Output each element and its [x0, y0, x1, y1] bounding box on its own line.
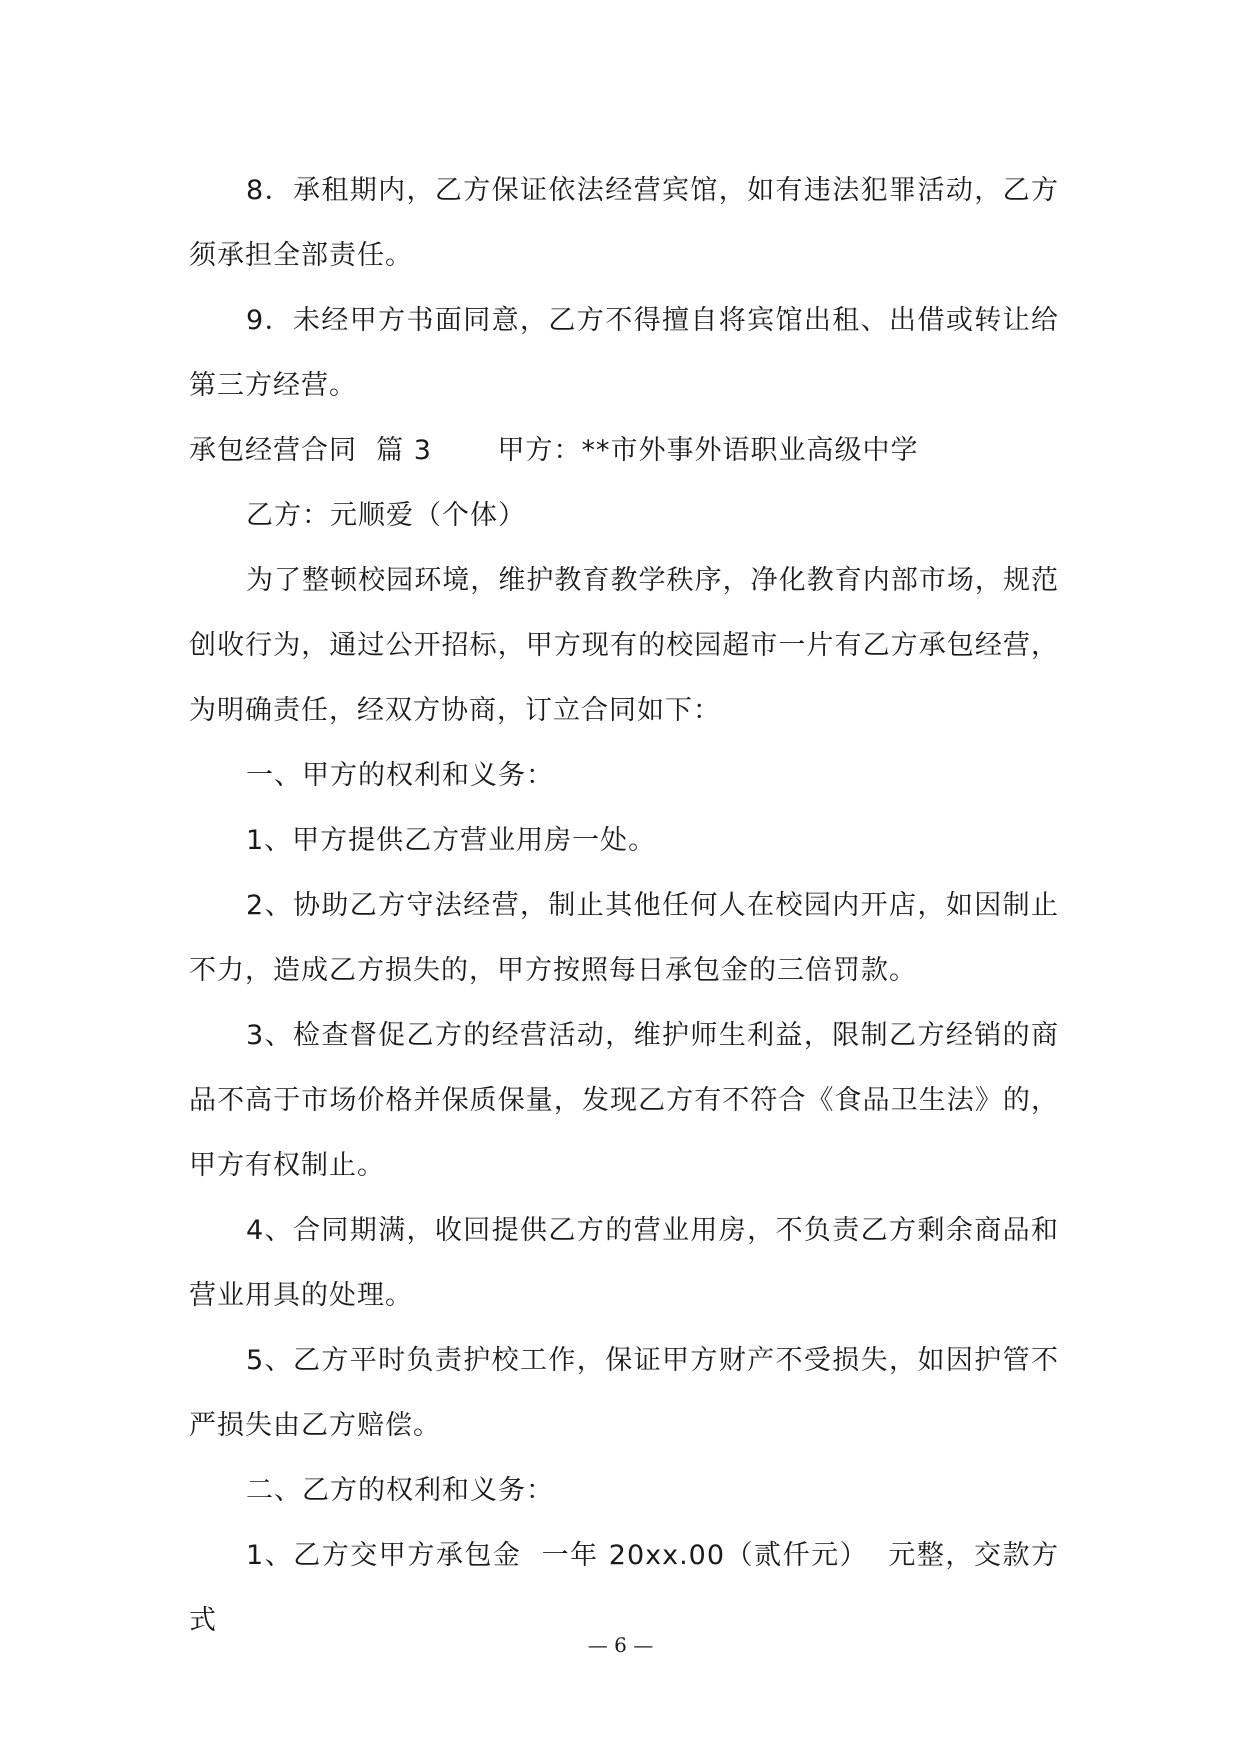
party-b-line: 乙方：元顺爱（个体）	[246, 500, 526, 531]
party-a-clause-3: 3、检查督促乙方的经营活动，维护师生利益，限制乙方经销的商品不高于市场价格并保质保量，发现乙方有不符合《食品卫生法》的，甲方有权制止。	[189, 1020, 1059, 1181]
party-a-clause-5: 5、乙方平时负责护校工作，保证甲方财产不受损失，如因护管不严损失由乙方赔偿。	[189, 1345, 1059, 1441]
document-body	[189, 158, 1059, 1653]
party-a-clause-4: 4、合同期满，收回提供乙方的营业用房，不负责乙方剩余商品和营业用具的处理。	[189, 1215, 1059, 1311]
contract-title: 承包经营合同 篇 3	[189, 435, 432, 466]
party-b-clause-1: 1、乙方交甲方承包金 一年 20xx.00（贰仟元） 元整，交款方式	[189, 1540, 1059, 1636]
party-a-clause-1: 1、甲方提供乙方营业用房一处。	[246, 825, 657, 856]
page-number: — 6 —	[587, 1633, 654, 1657]
section-heading	[189, 418, 1059, 483]
paragraph-item-8: 8．承租期内，乙方保证依法经营宾馆，如有违法犯罪活动，乙方须承担全部责任。	[189, 175, 1059, 271]
party-a-clause-2: 2、协助乙方守法经营，制止其他任何人在校园内开店，如因制止不力，造成乙方损失的，甲方按照每日承包金的三倍罚款。	[189, 890, 1059, 986]
section-heading-party-a-rights: 一、甲方的权利和义务：	[246, 760, 554, 791]
paragraph-item-9: 9．未经甲方书面同意，乙方不得擅自将宾馆出租、出借或转让给第三方经营。	[189, 305, 1059, 401]
preamble-paragraph: 为了整顿校园环境，维护教育教学秩序，净化教育内部市场，规范创收行为，通过公开招标，甲方现有的校园超市一片有乙方承包经营，为明确责任，经双方协商，订立合同如下：	[189, 565, 1059, 726]
section-heading-party-b-rights: 二、乙方的权利和义务：	[246, 1475, 554, 1506]
party-a-line: 甲方：**市外事外语职业高级中学	[497, 435, 919, 466]
